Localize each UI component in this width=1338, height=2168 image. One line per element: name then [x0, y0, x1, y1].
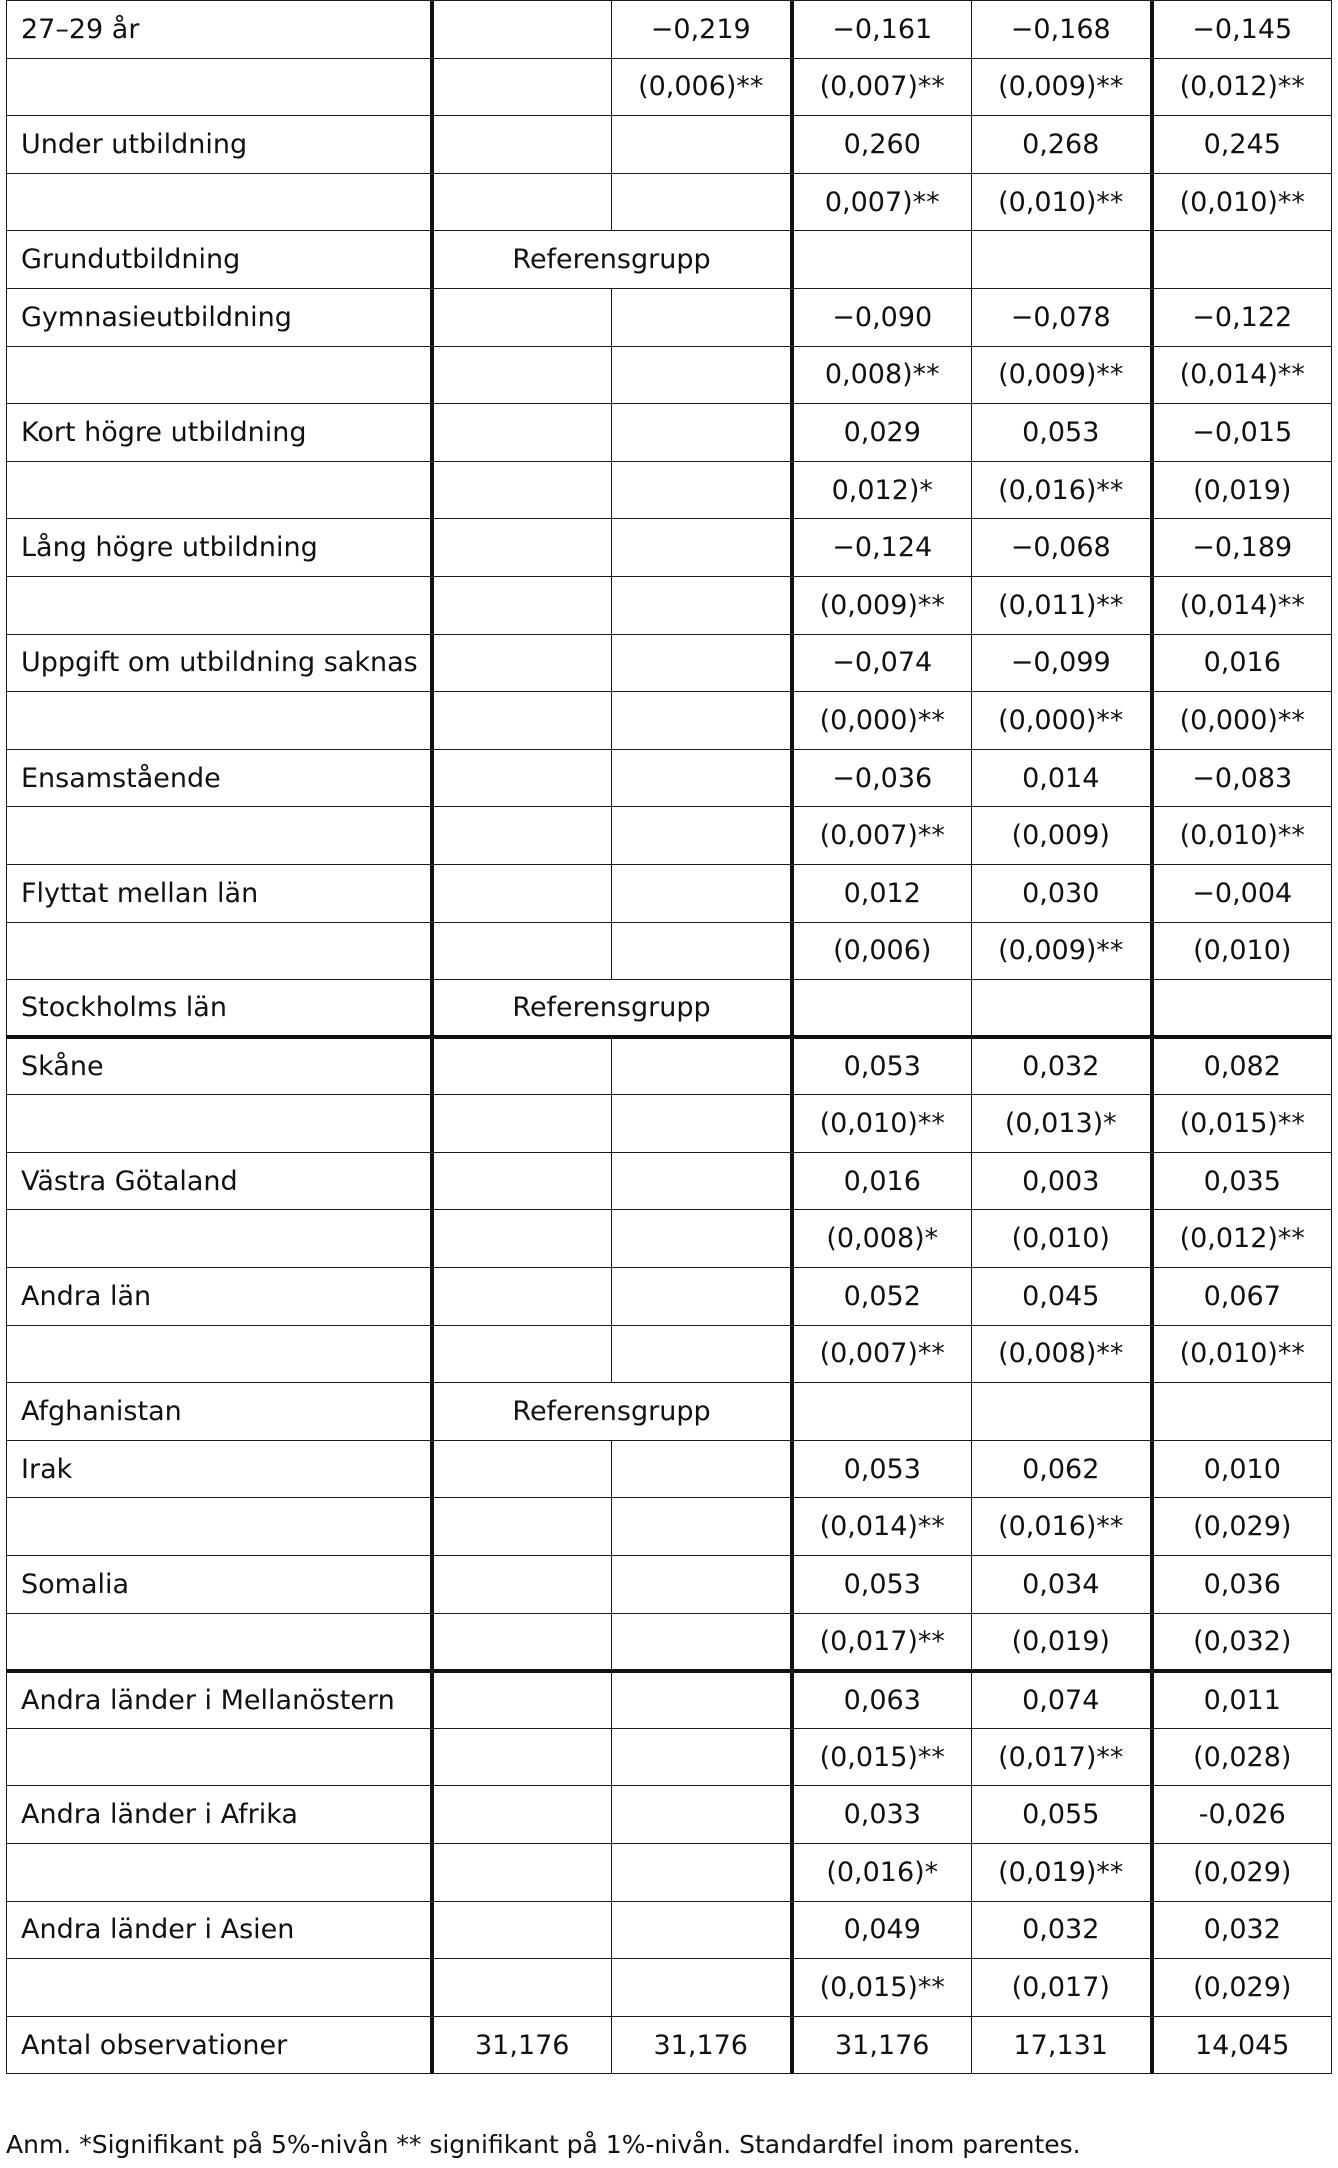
value-cell-c1 — [432, 1671, 612, 1729]
table-row — [7, 1268, 1332, 1326]
value-cell-c1 — [432, 1, 612, 59]
table-row — [7, 2016, 1332, 2074]
value-cell-c4: 0,032 — [972, 1037, 1152, 1095]
table-row — [7, 980, 1332, 1038]
value-cell-c2: 31,176 — [612, 2016, 792, 2074]
value-cell-c5: 0,082 — [1152, 1037, 1332, 1095]
table-row — [7, 231, 1332, 289]
value-cell-c3: 0,012)* — [792, 461, 972, 519]
value-cell-c1 — [432, 1152, 612, 1210]
value-cell-c1 — [432, 864, 612, 922]
value-cell-c4: 0,268 — [972, 116, 1152, 174]
table-row — [7, 1325, 1332, 1383]
value-cell-c4: 0,074 — [972, 1671, 1152, 1729]
value-cell-c4: (0,009)** — [972, 922, 1152, 980]
table-row — [7, 1844, 1332, 1902]
value-cell-c2: (0,006)** — [612, 58, 792, 116]
row-label — [7, 173, 432, 231]
row-label: Andra län — [7, 1268, 432, 1326]
value-cell-c2 — [612, 1613, 792, 1671]
value-cell-c4 — [972, 1383, 1152, 1441]
row-label — [7, 1613, 432, 1671]
value-cell-c4: (0,010)** — [972, 173, 1152, 231]
value-cell-c2 — [612, 461, 792, 519]
value-cell-c1 — [432, 1037, 612, 1095]
value-cell-c3: (0,007)** — [792, 807, 972, 865]
value-cell-c3: (0,006) — [792, 922, 972, 980]
value-cell-c1 — [432, 1325, 612, 1383]
value-cell-c3: 0,049 — [792, 1901, 972, 1959]
value-cell-c4: 17,131 — [972, 2016, 1152, 2074]
row-label: Andra länder i Asien — [7, 1901, 432, 1959]
table-row — [7, 1901, 1332, 1959]
value-cell-c3: (0,009)** — [792, 576, 972, 634]
value-cell-c3: −0,074 — [792, 634, 972, 692]
table-row — [7, 1728, 1332, 1786]
value-cell-c4: (0,019) — [972, 1613, 1152, 1671]
table-row — [7, 116, 1332, 174]
value-cell-c4: 0,030 — [972, 864, 1152, 922]
value-cell-c3: (0,015)** — [792, 1728, 972, 1786]
value-cell-c5: 0,010 — [1152, 1440, 1332, 1498]
value-cell-c1 — [432, 173, 612, 231]
value-cell-c3: 0,012 — [792, 864, 972, 922]
value-cell-c2 — [612, 692, 792, 750]
value-cell-c3: (0,010)** — [792, 1095, 972, 1153]
value-cell-c4: (0,016)** — [972, 461, 1152, 519]
row-label: Afghanistan — [7, 1383, 432, 1441]
value-cell-c3: 0,033 — [792, 1786, 972, 1844]
row-label — [7, 1844, 432, 1902]
value-cell-c1 — [432, 1556, 612, 1614]
table-row — [7, 1383, 1332, 1441]
value-cell-c4: (0,017)** — [972, 1728, 1152, 1786]
value-cell-c4: (0,013)* — [972, 1095, 1152, 1153]
value-cell-c1 — [432, 1210, 612, 1268]
table-row — [7, 1498, 1332, 1556]
table-row — [7, 288, 1332, 346]
table-row — [7, 864, 1332, 922]
value-cell-c2 — [612, 922, 792, 980]
value-cell-c1 — [432, 1844, 612, 1902]
value-cell-c3 — [792, 1383, 972, 1441]
value-cell-c1 — [432, 1268, 612, 1326]
value-cell-c5: 0,035 — [1152, 1152, 1332, 1210]
row-label — [7, 1325, 432, 1383]
row-label — [7, 1210, 432, 1268]
value-cell-c4: −0,078 — [972, 288, 1152, 346]
reference-group-cell: Referensgrupp — [432, 1383, 792, 1441]
value-cell-c3: 0,007)** — [792, 173, 972, 231]
value-cell-c5: −0,015 — [1152, 404, 1332, 462]
row-label: Kort högre utbildning — [7, 404, 432, 462]
row-label — [7, 346, 432, 404]
row-label: Skåne — [7, 1037, 432, 1095]
value-cell-c3: (0,008)* — [792, 1210, 972, 1268]
value-cell-c5 — [1152, 1383, 1332, 1441]
value-cell-c2 — [612, 1556, 792, 1614]
value-cell-c5: (0,010)** — [1152, 807, 1332, 865]
value-cell-c3: (0,015)** — [792, 1959, 972, 2017]
table-row — [7, 461, 1332, 519]
table-row — [7, 404, 1332, 462]
value-cell-c3: 0,053 — [792, 1037, 972, 1095]
value-cell-c3: 0,063 — [792, 1671, 972, 1729]
value-cell-c4: 0,062 — [972, 1440, 1152, 1498]
table-row — [7, 173, 1332, 231]
value-cell-c3: 31,176 — [792, 2016, 972, 2074]
value-cell-c5: -0,026 — [1152, 1786, 1332, 1844]
table-row — [7, 1440, 1332, 1498]
value-cell-c2 — [612, 288, 792, 346]
table-row — [7, 749, 1332, 807]
row-label: Somalia — [7, 1556, 432, 1614]
value-cell-c2 — [612, 634, 792, 692]
value-cell-c1 — [432, 807, 612, 865]
value-cell-c3: 0,053 — [792, 1556, 972, 1614]
value-cell-c4: (0,009)** — [972, 346, 1152, 404]
value-cell-c5 — [1152, 231, 1332, 289]
value-cell-c2 — [612, 1844, 792, 1902]
value-cell-c5: (0,010)** — [1152, 1325, 1332, 1383]
row-label — [7, 922, 432, 980]
value-cell-c4: (0,009) — [972, 807, 1152, 865]
value-cell-c2 — [612, 807, 792, 865]
value-cell-c1 — [432, 922, 612, 980]
value-cell-c1 — [432, 634, 612, 692]
value-cell-c3: (0,007)** — [792, 58, 972, 116]
value-cell-c5: (0,010) — [1152, 922, 1332, 980]
value-cell-c3 — [792, 231, 972, 289]
row-label: Andra länder i Mellanöstern — [7, 1671, 432, 1729]
value-cell-c5: 0,032 — [1152, 1901, 1332, 1959]
value-cell-c4: (0,009)** — [972, 58, 1152, 116]
value-cell-c5: 0,036 — [1152, 1556, 1332, 1614]
table-row — [7, 807, 1332, 865]
value-cell-c2 — [612, 404, 792, 462]
value-cell-c4: 0,045 — [972, 1268, 1152, 1326]
row-label — [7, 807, 432, 865]
row-label — [7, 1498, 432, 1556]
reference-group-cell: Referensgrupp — [432, 231, 792, 289]
row-label: 27–29 år — [7, 1, 432, 59]
value-cell-c1 — [432, 346, 612, 404]
table-row — [7, 1959, 1332, 2017]
value-cell-c4: (0,010) — [972, 1210, 1152, 1268]
value-cell-c5: 0,245 — [1152, 116, 1332, 174]
value-cell-c1 — [432, 1613, 612, 1671]
value-cell-c3: −0,124 — [792, 519, 972, 577]
table-row — [7, 634, 1332, 692]
value-cell-c3: 0,053 — [792, 1440, 972, 1498]
value-cell-c2 — [612, 1325, 792, 1383]
table-row — [7, 1210, 1332, 1268]
value-cell-c4: (0,011)** — [972, 576, 1152, 634]
value-cell-c2 — [612, 1440, 792, 1498]
value-cell-c2 — [612, 1498, 792, 1556]
value-cell-c4: (0,017) — [972, 1959, 1152, 2017]
value-cell-c5: −0,189 — [1152, 519, 1332, 577]
value-cell-c5: −0,145 — [1152, 1, 1332, 59]
value-cell-c2 — [612, 519, 792, 577]
value-cell-c1 — [432, 519, 612, 577]
value-cell-c1 — [432, 1498, 612, 1556]
row-label — [7, 692, 432, 750]
table-row — [7, 1556, 1332, 1614]
value-cell-c5 — [1152, 980, 1332, 1038]
table-row — [7, 1671, 1332, 1729]
value-cell-c1 — [432, 1728, 612, 1786]
value-cell-c4: 0,055 — [972, 1786, 1152, 1844]
row-label: Andra länder i Afrika — [7, 1786, 432, 1844]
value-cell-c4 — [972, 980, 1152, 1038]
table-row — [7, 58, 1332, 116]
value-cell-c5: 14,045 — [1152, 2016, 1332, 2074]
row-label — [7, 1959, 432, 2017]
value-cell-c5: (0,029) — [1152, 1959, 1332, 2017]
value-cell-c2 — [612, 346, 792, 404]
value-cell-c1: 31,176 — [432, 2016, 612, 2074]
value-cell-c4 — [972, 231, 1152, 289]
table-row — [7, 576, 1332, 634]
row-label — [7, 58, 432, 116]
value-cell-c2 — [612, 864, 792, 922]
value-cell-c3: (0,007)** — [792, 1325, 972, 1383]
value-cell-c4: (0,000)** — [972, 692, 1152, 750]
value-cell-c5: (0,014)** — [1152, 346, 1332, 404]
value-cell-c2 — [612, 1786, 792, 1844]
row-label: Lång högre utbildning — [7, 519, 432, 577]
row-label: Ensamstående — [7, 749, 432, 807]
table-row — [7, 922, 1332, 980]
row-label — [7, 461, 432, 519]
row-label: Uppgift om utbildning saknas — [7, 634, 432, 692]
value-cell-c2 — [612, 749, 792, 807]
table-row — [7, 1152, 1332, 1210]
value-cell-c2 — [612, 1728, 792, 1786]
value-cell-c5: (0,012)** — [1152, 1210, 1332, 1268]
value-cell-c5: (0,012)** — [1152, 58, 1332, 116]
value-cell-c5: (0,014)** — [1152, 576, 1332, 634]
value-cell-c2 — [612, 1210, 792, 1268]
table-row — [7, 1613, 1332, 1671]
value-cell-c3: (0,000)** — [792, 692, 972, 750]
value-cell-c4: 0,034 — [972, 1556, 1152, 1614]
row-label: Grundutbildning — [7, 231, 432, 289]
value-cell-c1 — [432, 461, 612, 519]
value-cell-c4: (0,016)** — [972, 1498, 1152, 1556]
value-cell-c3: 0,052 — [792, 1268, 972, 1326]
value-cell-c1 — [432, 404, 612, 462]
regression-table-body — [7, 1, 1332, 2074]
value-cell-c3: −0,161 — [792, 1, 972, 59]
value-cell-c3: −0,036 — [792, 749, 972, 807]
value-cell-c3: (0,014)** — [792, 1498, 972, 1556]
table-row — [7, 346, 1332, 404]
value-cell-c5: −0,004 — [1152, 864, 1332, 922]
value-cell-c5: −0,083 — [1152, 749, 1332, 807]
row-label: Gymnasieutbildning — [7, 288, 432, 346]
row-label: Under utbildning — [7, 116, 432, 174]
value-cell-c1 — [432, 116, 612, 174]
value-cell-c2 — [612, 1671, 792, 1729]
regression-table — [6, 0, 1332, 2074]
value-cell-c5: 0,011 — [1152, 1671, 1332, 1729]
reference-group-cell: Referensgrupp — [432, 980, 792, 1038]
value-cell-c3: 0,260 — [792, 116, 972, 174]
value-cell-c5: (0,019) — [1152, 461, 1332, 519]
value-cell-c2 — [612, 1152, 792, 1210]
value-cell-c2 — [612, 1095, 792, 1153]
value-cell-c3: 0,029 — [792, 404, 972, 462]
row-label — [7, 576, 432, 634]
value-cell-c3: 0,016 — [792, 1152, 972, 1210]
value-cell-c4: 0,003 — [972, 1152, 1152, 1210]
value-cell-c2 — [612, 576, 792, 634]
value-cell-c2: −0,219 — [612, 1, 792, 59]
value-cell-c4: −0,168 — [972, 1, 1152, 59]
value-cell-c1 — [432, 1095, 612, 1153]
row-label — [7, 1095, 432, 1153]
value-cell-c5: 0,016 — [1152, 634, 1332, 692]
table-row — [7, 1037, 1332, 1095]
value-cell-c1 — [432, 1440, 612, 1498]
value-cell-c2 — [612, 1268, 792, 1326]
value-cell-c2 — [612, 116, 792, 174]
value-cell-c3: 0,008)** — [792, 346, 972, 404]
table-row — [7, 1, 1332, 59]
value-cell-c5: −0,122 — [1152, 288, 1332, 346]
value-cell-c3 — [792, 980, 972, 1038]
value-cell-c1 — [432, 58, 612, 116]
value-cell-c1 — [432, 576, 612, 634]
row-label — [7, 1728, 432, 1786]
value-cell-c4: −0,099 — [972, 634, 1152, 692]
value-cell-c2 — [612, 1037, 792, 1095]
value-cell-c2 — [612, 1901, 792, 1959]
value-cell-c1 — [432, 1959, 612, 2017]
table-row — [7, 1786, 1332, 1844]
value-cell-c5: (0,000)** — [1152, 692, 1332, 750]
value-cell-c5: (0,032) — [1152, 1613, 1332, 1671]
row-label: Flyttat mellan län — [7, 864, 432, 922]
value-cell-c5: (0,029) — [1152, 1844, 1332, 1902]
value-cell-c5: (0,015)** — [1152, 1095, 1332, 1153]
row-label: Antal observationer — [7, 2016, 432, 2074]
value-cell-c1 — [432, 692, 612, 750]
value-cell-c2 — [612, 1959, 792, 2017]
value-cell-c4: (0,008)** — [972, 1325, 1152, 1383]
value-cell-c3: (0,016)* — [792, 1844, 972, 1902]
value-cell-c4: (0,019)** — [972, 1844, 1152, 1902]
value-cell-c5: 0,067 — [1152, 1268, 1332, 1326]
value-cell-c1 — [432, 1901, 612, 1959]
value-cell-c1 — [432, 749, 612, 807]
table-row — [7, 692, 1332, 750]
value-cell-c5: (0,028) — [1152, 1728, 1332, 1786]
table-row — [7, 1095, 1332, 1153]
value-cell-c4: 0,032 — [972, 1901, 1152, 1959]
value-cell-c1 — [432, 288, 612, 346]
value-cell-c4: 0,014 — [972, 749, 1152, 807]
value-cell-c3: −0,090 — [792, 288, 972, 346]
value-cell-c5: (0,029) — [1152, 1498, 1332, 1556]
value-cell-c4: −0,068 — [972, 519, 1152, 577]
value-cell-c1 — [432, 1786, 612, 1844]
table-footnote: Anm. *Signifikant på 5%-nivån ** signifikant på 1%-nivån. Standardfel inom parentes. — [6, 2130, 1081, 2159]
table-row — [7, 519, 1332, 577]
row-label: Irak — [7, 1440, 432, 1498]
row-label: Stockholms län — [7, 980, 432, 1038]
value-cell-c5: (0,010)** — [1152, 173, 1332, 231]
value-cell-c2 — [612, 173, 792, 231]
value-cell-c4: 0,053 — [972, 404, 1152, 462]
row-label: Västra Götaland — [7, 1152, 432, 1210]
value-cell-c3: (0,017)** — [792, 1613, 972, 1671]
